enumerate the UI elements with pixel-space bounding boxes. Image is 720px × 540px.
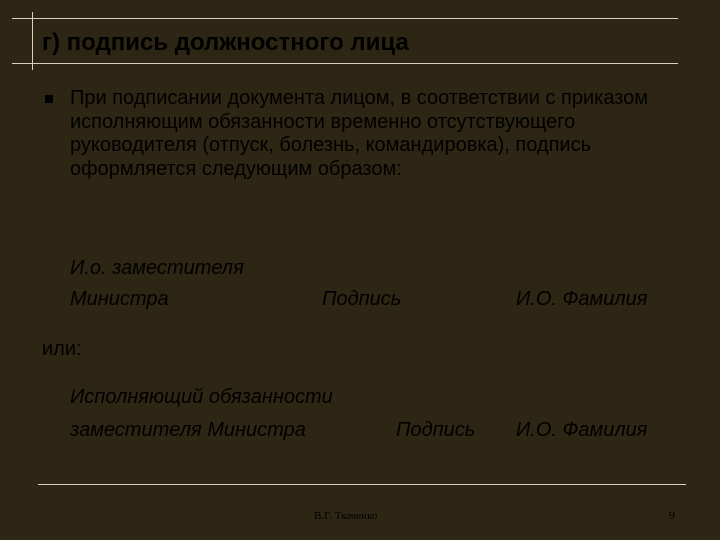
title-underline [12,63,678,64]
footer-line [38,484,686,485]
example1-signature: Подпись [322,288,402,310]
main-paragraph: При подписании документа лицом, в соответствии с приказом исполняющим обязанности временно отсутствующего руководителя (отпуск, болезнь, командировка), подпись оформляется следующим образом: [70,87,649,180]
example2-position-line2: заместителя Министра [70,419,306,441]
example2-position-line1: Исполняющий обязанности [70,386,333,408]
example1-position-line2: Министра [70,288,169,310]
bullet-square-icon [45,95,53,103]
decorative-top-line [12,18,678,19]
example1-name: И.О. Фамилия [516,288,648,310]
or-text: или: [42,338,82,360]
example1-position-line1: И.о. заместителя [70,257,244,279]
example2-name: И.О. Фамилия [516,419,648,441]
slide-title: г) подпись должностного лица [42,29,409,56]
example2-signature: Подпись [396,419,476,441]
footer-author: В.Г. Ткаченко [314,510,378,522]
decorative-vertical-line [32,12,33,70]
page-number: 9 [669,508,675,522]
